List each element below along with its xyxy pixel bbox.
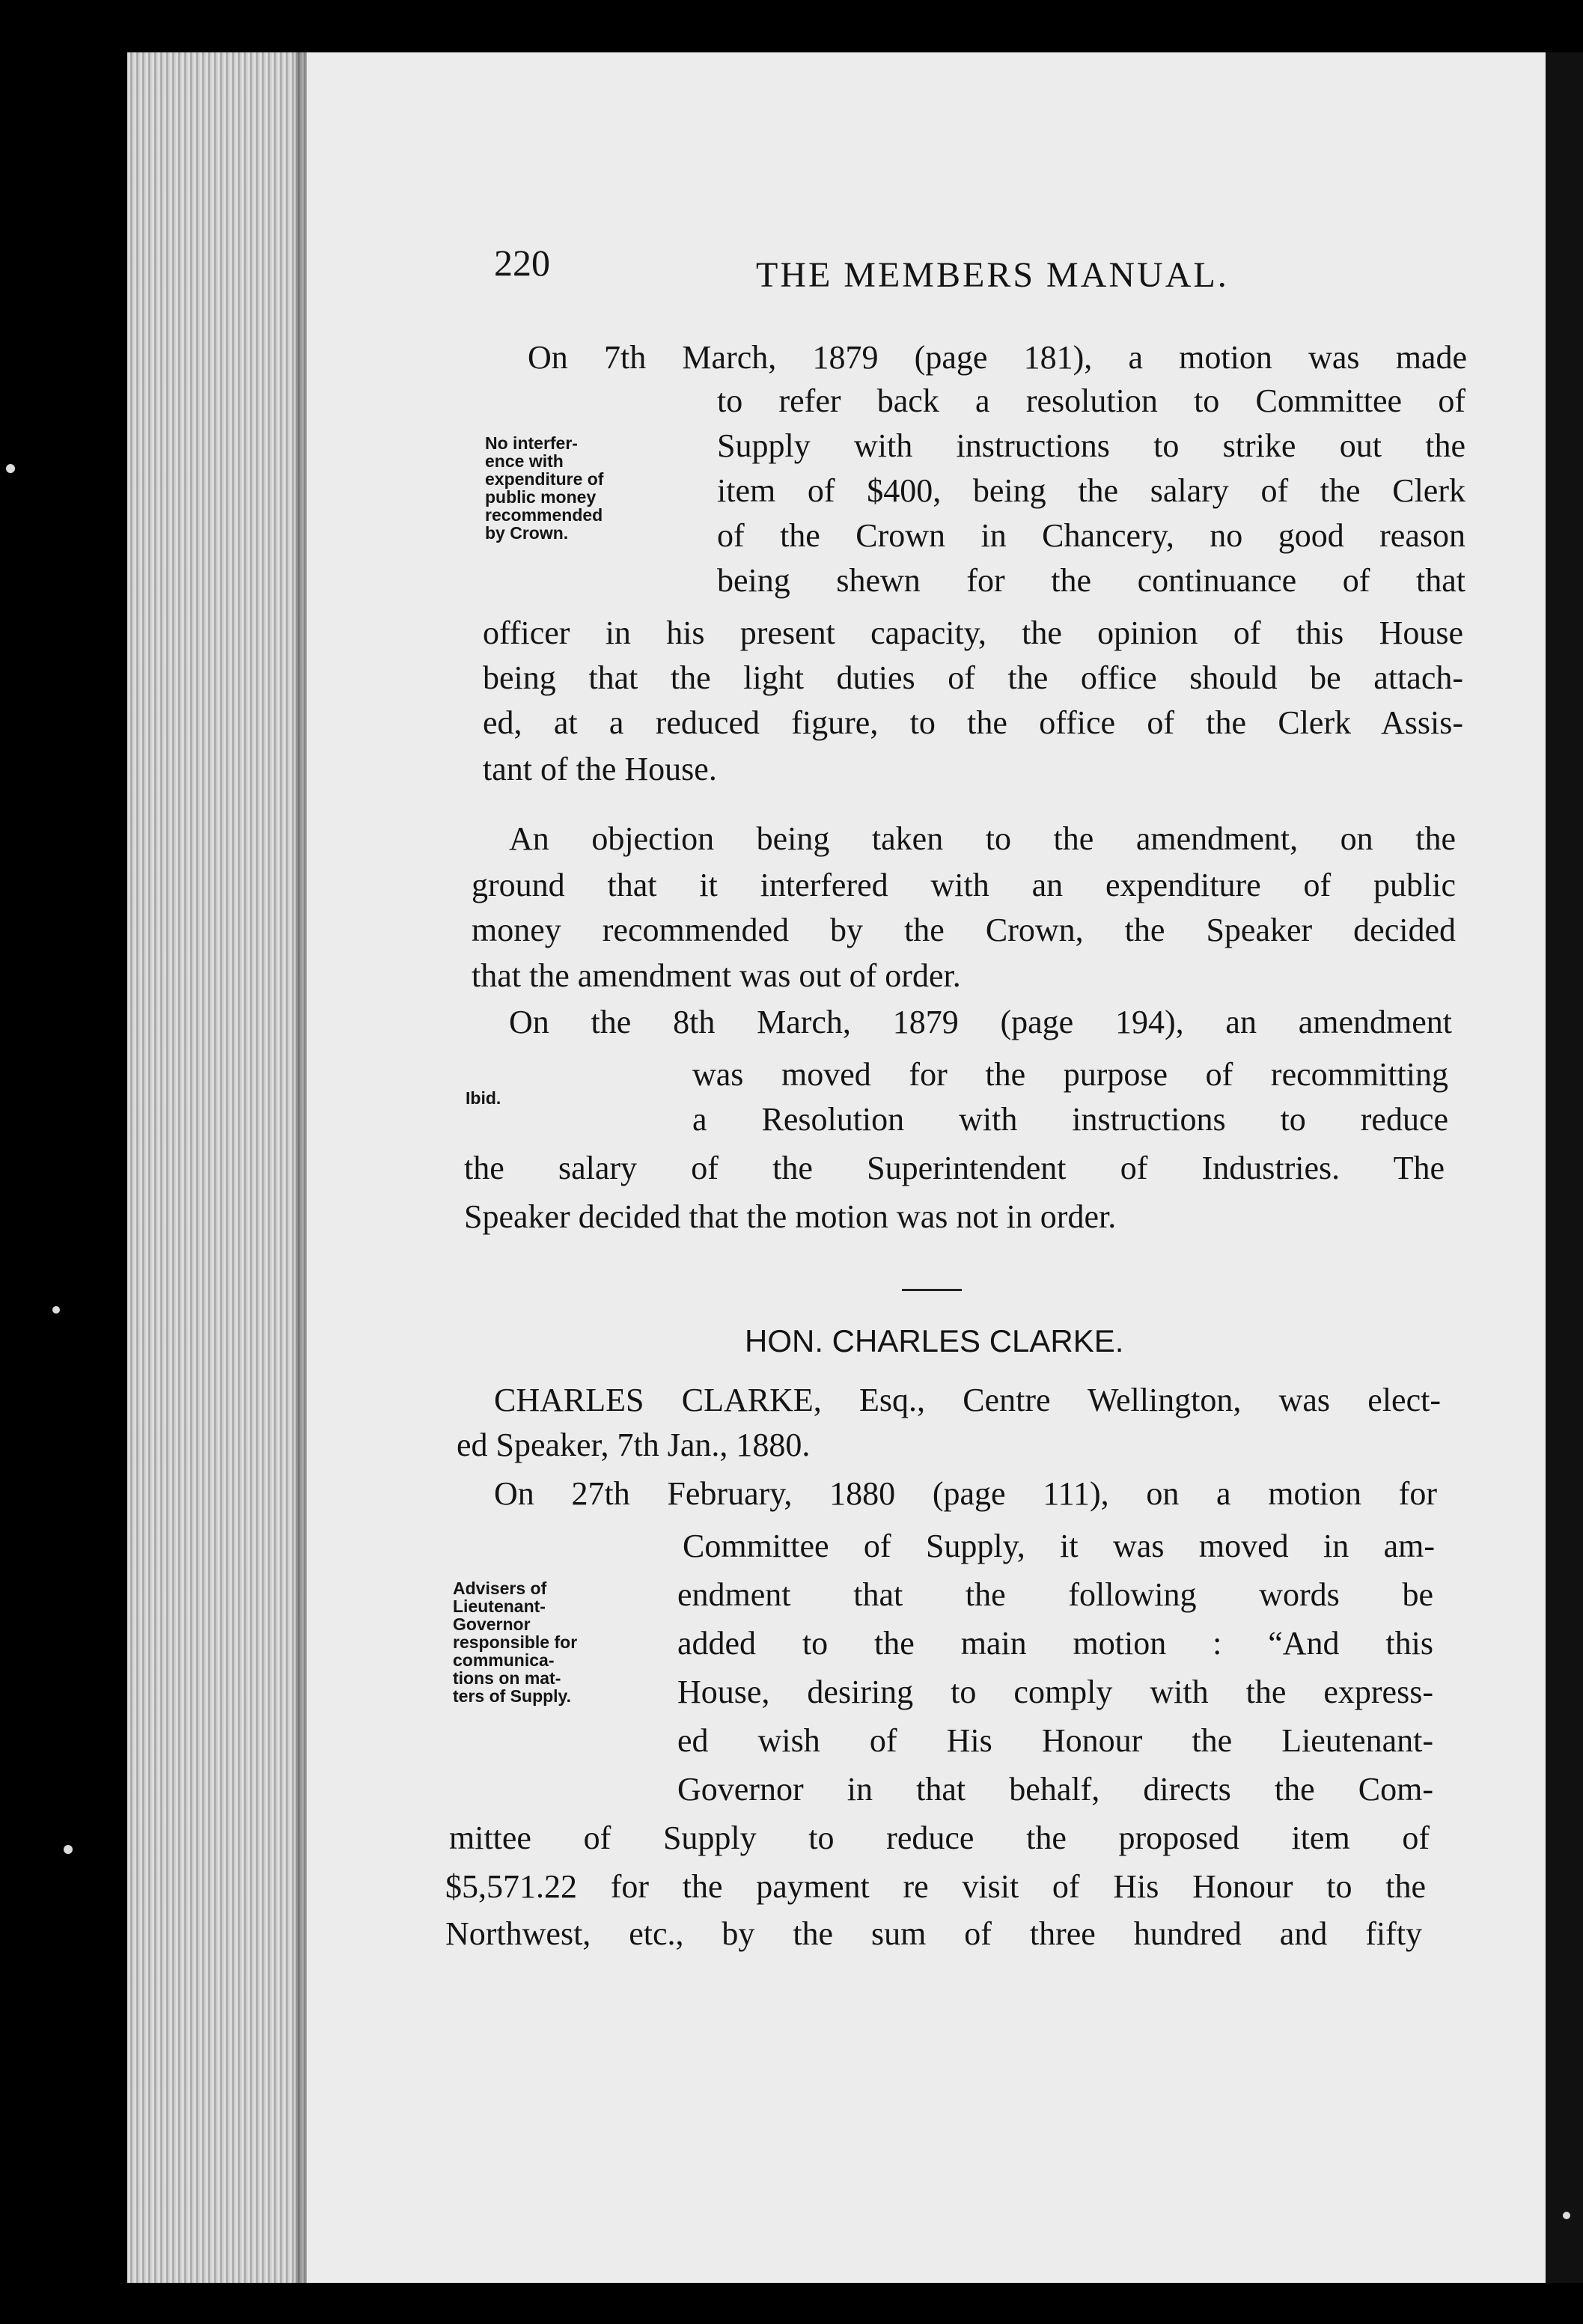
margin-note-line: Governor [453,1614,531,1634]
body-line: On 27th February, 1880 (page 111), on a motion for [494,1475,1437,1512]
margin-note-line: Lieutenant- [453,1596,546,1616]
margin-note-line: communica- [453,1650,555,1670]
body-line: CHARLES CLARKE, Esq., Centre Wellington, was elect- [494,1382,1441,1418]
scan-speck [52,1306,60,1314]
body-line: $5,571.22 for the payment re visit of His Honour to the [445,1868,1426,1905]
margin-note-line: Ibid. [466,1088,501,1108]
body-line: a Resolution with instructions to reduce [692,1101,1448,1138]
margin-note-3 [453,1579,577,1705]
body-line: of the Crown in Chancery, no good reason [717,517,1465,554]
body-line: mittee of Supply to reduce the proposed item of [449,1820,1430,1856]
body-line: Supply with instructions to strike out the [717,427,1465,464]
margin-note-1 [485,434,603,542]
body-line: On 7th March, 1879 (page 181), a motion was made [528,339,1467,376]
scan-speck [1563,2212,1570,2219]
scan-speck [6,464,15,473]
body-line: tant of the House. [483,751,717,787]
margin-note-line: by Crown. [485,523,569,543]
body-line: House, desiring to comply with the express- [677,1674,1433,1710]
body-line: added to the main motion : “And this [677,1625,1433,1662]
page-number: 220 [494,242,550,284]
margin-note-line: tions on mat- [453,1668,561,1688]
margin-note-line: Advisers of [453,1579,547,1598]
margin-note-line: responsible for [453,1632,578,1652]
body-line: On the 8th March, 1879 (page 194), an amendment [509,1004,1452,1040]
page-edge-stack [127,52,311,2283]
body-line: Committee of Supply, it was moved in am- [683,1528,1435,1564]
body-line: endment that the following words be [677,1576,1433,1613]
margin-note-line: ters of Supply. [453,1686,572,1706]
margin-note-line: No interfer- [485,433,578,453]
body-line: officer in his present capacity, the opinion of this House [483,614,1463,651]
body-line: ed, at a reduced figure, to the office of the Clerk Assis- [483,704,1463,741]
body-line: the salary of the Superintendent of Industries. The [464,1150,1445,1186]
margin-note-line: public money [485,487,597,507]
body-line: being shewn for the continuance of that [717,562,1465,599]
body-line: to refer back a resolution to Committee of [717,382,1465,419]
body-line: that the amendment was out of order. [472,957,961,994]
body-line: ed Speaker, 7th Jan., 1880. [457,1427,811,1463]
margin-note-2 [466,1089,501,1107]
body-line: was moved for the purpose of recommitting [692,1056,1448,1093]
body-line: money recommended by the Crown, the Speaker decided [472,912,1456,948]
body-line: item of $400, being the salary of the Clerk [717,472,1465,509]
body-line: ed wish of His Honour the Lieutenant- [677,1722,1433,1759]
margin-note-line: recommended [485,505,603,525]
body-line: An objection being taken to the amendment, on the [509,820,1456,857]
margin-note-line: ence with [485,451,564,471]
section-heading: HON. CHARLES CLARKE. [745,1323,1124,1358]
body-line: ground that it interfered with an expenditure of public [472,867,1456,903]
body-line: Speaker decided that the motion was not in order. [464,1198,1117,1235]
body-line: Northwest, etc., by the sum of three hundred and fifty [445,1915,1422,1952]
section-divider [902,1289,962,1291]
margin-note-line: expenditure of [485,469,604,489]
body-line: Governor in that behalf, directs the Com- [677,1771,1433,1808]
right-margin-dark [1546,52,1583,2283]
body-line: being that the light duties of the office should be attach- [483,659,1463,696]
scan-speck [64,1845,73,1854]
running-title: THE MEMBERS MANUAL. [756,255,1229,295]
